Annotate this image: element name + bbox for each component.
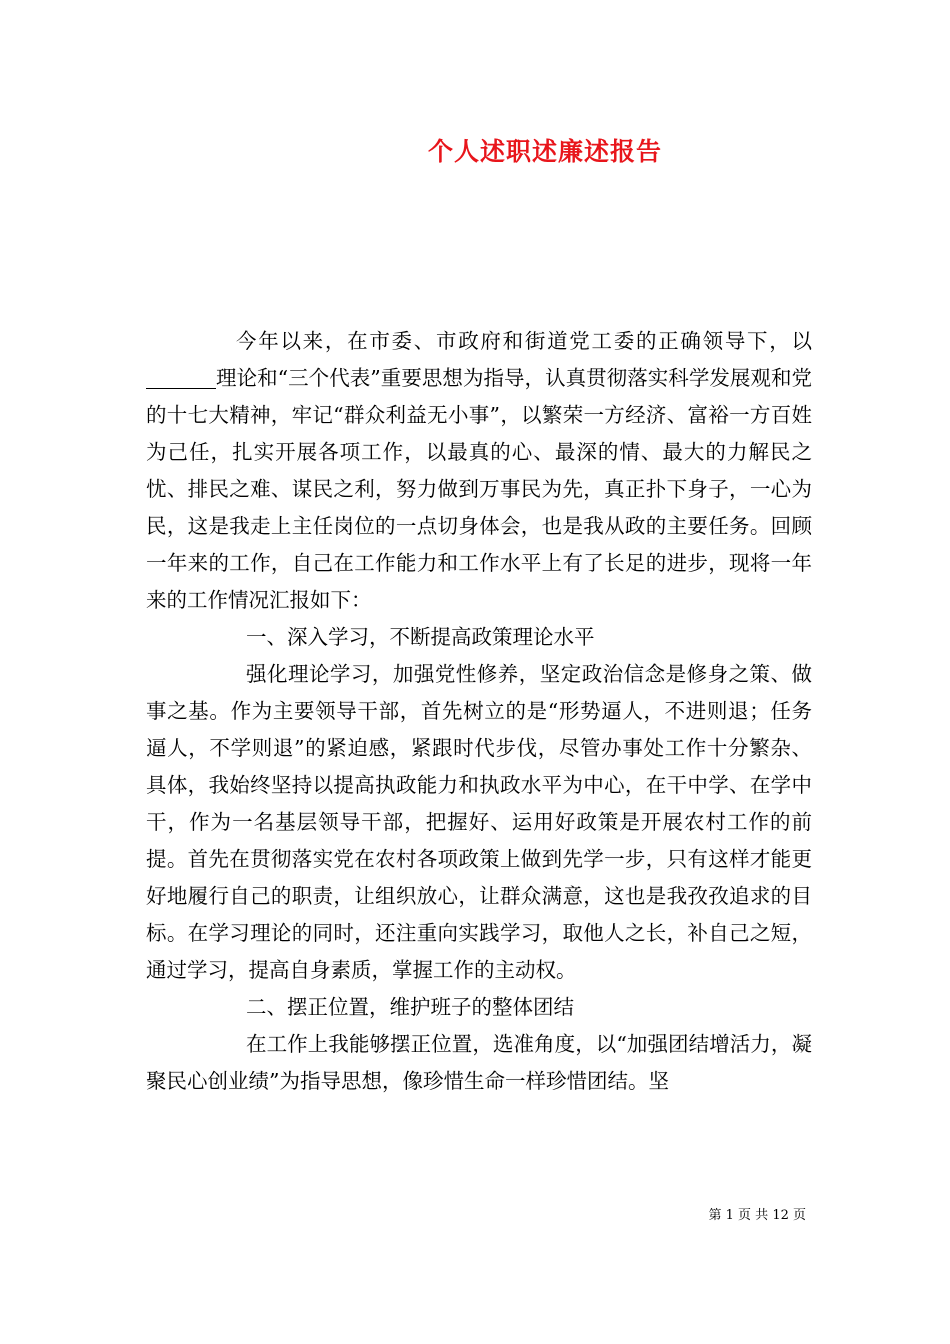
fill-in-blank	[146, 368, 216, 389]
section-1-heading: 一、深入学习，不断提高政策理论水平	[246, 625, 595, 649]
section-1-paragraph: 强化理论学习，加强党性修养，坚定政治信念是修身之策、做事之基。作为主要领导干部，首先树立的是“形势逼人，不进则退；任务逼人，不学则退”的紧迫感，紧跟时代步伐，尽管办事处工作十分繁杂、具体，我始终坚持以提高执政能力和执政水平为中心，在干中学、在学中干，作为一名基层领导干部，把握好、运用好政策是开展农村工作的前提。首先在贯彻落实党在农村各项政策上做到先学一步，只有这样才能更好地履行自己的职责，让组织放心，让群众满意，这也是我孜孜追求的目标。在学习理论的同时，还注重向实践学习，取他人之长，补自己之短，通过学习，提高自身素质，掌握工作的主动权。	[146, 662, 812, 982]
intro-text-after-blank: 理论和“三个代表”重要思想为指导，认真贯彻落实科学发展观和党的十七大精神，牢记“群众利益无小事”，以繁荣一方经济、富裕一方百姓为己任，扎实开展各项工作，以最真的心、最深的情、最大的力解民之忧、排民之难、谋民之利，努力做到万事民为先，真正扑下身子，一心为民，这是我走上主任岗位的一点切身体会，也是我从政的主要任务。回顾一年来的工作，自己在工作能力和工作水平上有了长足的进步，现将一年来的工作情况汇报如下：	[146, 366, 812, 612]
intro-paragraph	[146, 323, 812, 619]
intro-text-before-blank: 今年以来，在市委、市政府和街道党工委的正确领导下，以	[236, 329, 812, 353]
section-2-paragraph: 在工作上我能够摆正位置，选准角度，以“加强团结增活力，凝聚民心创业绩”为指导思想，像珍惜生命一样珍惜团结。坚	[146, 1032, 812, 1093]
document-title: 个人述职述廉述报告	[427, 137, 662, 166]
section-2-heading: 二、摆正位置，维护班子的整体团结	[246, 995, 574, 1019]
page-number-footer: 第 1 页 共 12 页	[708, 1208, 806, 1223]
document-body	[146, 323, 812, 1100]
